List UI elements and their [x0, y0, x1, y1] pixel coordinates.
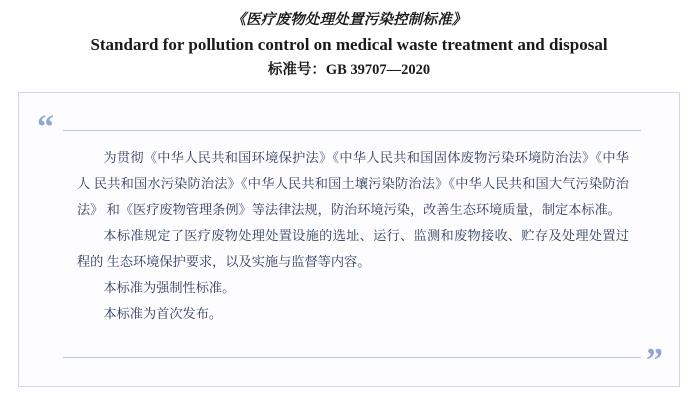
page-title-english: Standard for pollution control on medical waste treatment and disposal: [90, 35, 608, 54]
divider-bottom: [63, 357, 641, 358]
document-header: [0, 0, 698, 81]
page-title-chinese: 《医疗废物处理处置污染控制标准》: [231, 12, 467, 28]
foreword-card: [18, 92, 680, 387]
foreword-body: [77, 145, 629, 327]
quote-open-mark: “: [37, 109, 54, 146]
standard-number: 标准号：GB 39707—2020: [267, 62, 431, 78]
paragraph: 本标准规定了医疗废物处理处置设施的选址、运行、监测和废物接收、贮存及处理处置过程的 生态环境保护要求，以及实施与监督等内容。: [77, 228, 629, 269]
paragraph: 为贯彻《中华人民共和国环境保护法》《中华人民共和国固体废物污染环境防治法》《中华人 民共和国水污染防治法》《中华人民共和国土壤污染防治法》《中华人民共和国大气污染防治法》 和《医疗废物管理条例》等法律法规，防治环境污染，改善生态环境质量，制定本标准。: [77, 150, 629, 217]
paragraph: 本标准为首次发布。: [103, 306, 223, 321]
paragraph: 本标准为强制性标准。: [103, 280, 236, 295]
quote-close-mark: ”: [646, 342, 663, 379]
divider-top: [63, 130, 641, 131]
